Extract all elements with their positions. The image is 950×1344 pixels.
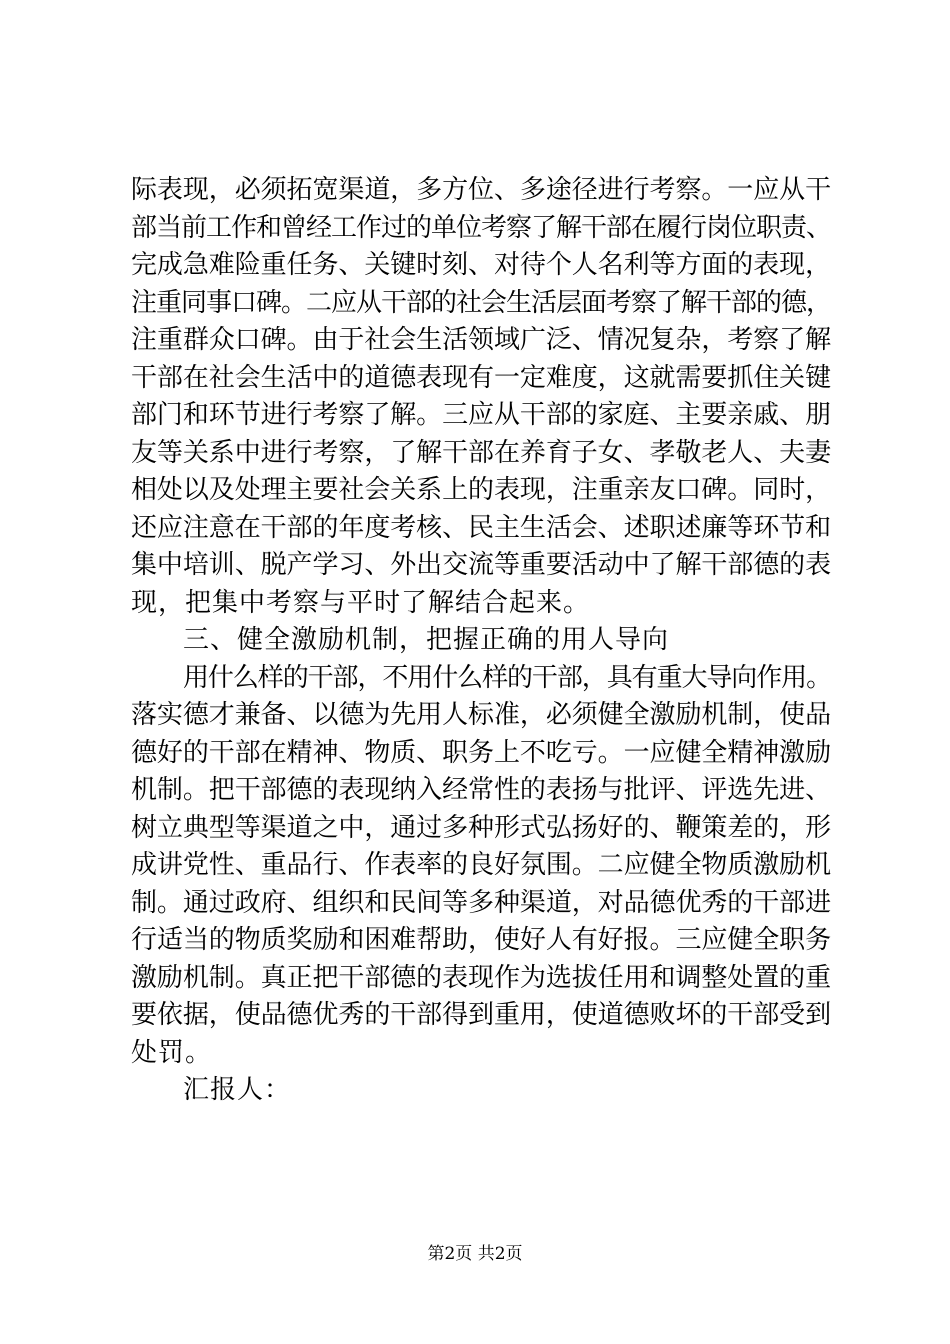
text-line: 汇报人： bbox=[183, 1075, 292, 1105]
text-line: 友等关系中进行考察，了解干部在养育子女、孝敬老人、夫妻 bbox=[131, 437, 832, 468]
text-line: 相处以及处理主要社会关系上的表现，注重亲友口碑。同时， bbox=[131, 475, 832, 505]
text-line: 落实德才兼备、以德为先用人标准，必须健全激励机制，使品 bbox=[131, 700, 832, 730]
text-line: 三、健全激励机制，把握正确的用人导向 bbox=[183, 625, 670, 655]
text-line: 制。通过政府、组织和民间等多种渠道，对品德优秀的干部进 bbox=[131, 887, 832, 918]
text-line: 激励机制。真正把干部德的表现作为选拔任用和调整处置的重 bbox=[131, 962, 832, 993]
text-line: 集中培训、脱产学习、外出交流等重要活动中了解干部德的表 bbox=[131, 550, 832, 580]
text-line: 机制。把干部德的表现纳入经常性的表扬与批评、评选先进、 bbox=[131, 775, 832, 805]
text-line: 完成急难险重任务、关键时刻、对待个人名利等方面的表现， bbox=[131, 250, 832, 280]
text-line: 际表现，必须拓宽渠道，多方位、多途径进行考察。一应从干 bbox=[131, 175, 832, 205]
text-line: 注重同事口碑。二应从干部的社会生活层面考察了解干部的德， bbox=[131, 287, 832, 318]
text-line: 成讲党性、重品行、作表率的良好氛围。二应健全物质激励机 bbox=[131, 850, 832, 880]
text-line: 还应注意在干部的年度考核、民主生活会、述职述廉等环节和 bbox=[131, 512, 832, 543]
page-footer: 第2页 共2页 bbox=[427, 1244, 523, 1264]
text-line: 现，把集中考察与平时了解结合起来。 bbox=[131, 587, 591, 618]
text-line: 行适当的物质奖励和困难帮助，使好人有好报。三应健全职务 bbox=[131, 925, 832, 955]
text-line: 树立典型等渠道之中，通过多种形式弘扬好的、鞭策差的，形 bbox=[131, 812, 832, 843]
document-body bbox=[131, 172, 831, 1110]
text-line: 干部在社会生活中的道德表现有一定难度，这就需要抓住关键 bbox=[131, 362, 832, 393]
text-line: 处罚。 bbox=[131, 1037, 213, 1068]
text-line: 部门和环节进行考察了解。三应从干部的家庭、主要亲戚、朋 bbox=[131, 400, 832, 430]
text-line: 德好的干部在精神、物质、职务上不吃亏。一应健全精神激励 bbox=[131, 737, 832, 768]
text-line: 部当前工作和曾经工作过的单位考察了解干部在履行岗位职责、 bbox=[131, 212, 832, 243]
text-line: 用什么样的干部，不用什么样的干部，具有重大导向作用。 bbox=[183, 662, 832, 693]
text-line: 要依据，使品德优秀的干部得到重用，使道德败坏的干部受到 bbox=[131, 1000, 832, 1030]
text-line: 注重群众口碑。由于社会生活领域广泛、情况复杂，考察了解 bbox=[131, 325, 832, 355]
